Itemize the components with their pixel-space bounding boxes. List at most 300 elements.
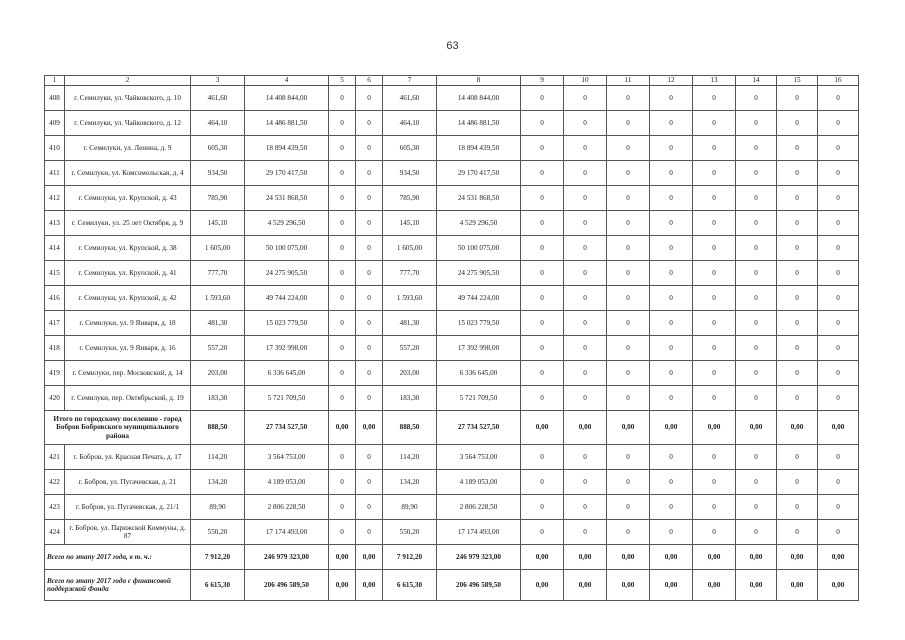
table-cell: 4 529 296,50 — [437, 211, 521, 236]
table-cell: 0 — [650, 186, 693, 211]
address-cell: г. Семилуки, ул. Комсомольская, д. 4 — [65, 161, 191, 186]
table-cell: 203,00 — [383, 361, 437, 386]
total-cell: 0,00 — [693, 570, 736, 601]
table-cell: 0 — [736, 361, 777, 386]
table-cell: 0 — [607, 161, 650, 186]
table-row — [45, 111, 859, 136]
table-cell: 145,10 — [191, 211, 245, 236]
table-cell: 0 — [818, 136, 859, 161]
table-cell: 0 — [736, 161, 777, 186]
table-cell: 0 — [329, 186, 356, 211]
total-cell: 0,00 — [818, 570, 859, 601]
table-row — [45, 445, 859, 470]
address-cell: г. Семилуки, ул. Крупской, д. 38 — [65, 236, 191, 261]
table-cell: 0 — [329, 211, 356, 236]
table-cell: 417 — [45, 311, 65, 336]
table-row — [45, 211, 859, 236]
table-cell: 0 — [356, 386, 383, 411]
table-cell: 481,30 — [383, 311, 437, 336]
table-cell: 0 — [736, 470, 777, 495]
table-cell: 0 — [650, 361, 693, 386]
table-cell: 5 721 709,50 — [245, 386, 329, 411]
table-cell: 0 — [818, 336, 859, 361]
address-cell: г. Семилуки, пер. Московский, д. 14 — [65, 361, 191, 386]
table-cell: 0 — [607, 236, 650, 261]
table-cell: 0 — [607, 495, 650, 520]
table-cell: 0 — [521, 470, 564, 495]
column-number: 6 — [356, 76, 383, 86]
table-cell: 18 894 439,50 — [437, 136, 521, 161]
table-cell: 14 408 844,00 — [245, 86, 329, 111]
table-cell: 0 — [777, 445, 818, 470]
address-cell: г. Семилуки, пер. Октябрьский, д. 19 — [65, 386, 191, 411]
table-cell: 0 — [650, 336, 693, 361]
table-cell: 0 — [329, 495, 356, 520]
table-cell: 0 — [650, 520, 693, 545]
table-cell: 0 — [777, 111, 818, 136]
table-row — [45, 495, 859, 520]
table-cell: 0 — [650, 261, 693, 286]
table-cell: 1 593,60 — [191, 286, 245, 311]
table-cell: 134,20 — [191, 470, 245, 495]
table-cell: 464,10 — [383, 111, 437, 136]
table-cell: 17 392 998,00 — [437, 336, 521, 361]
total-cell: 206 496 589,50 — [437, 570, 521, 601]
table-row — [45, 261, 859, 286]
table-cell: 0 — [564, 161, 607, 186]
table-cell: 0 — [818, 495, 859, 520]
table-cell: 0 — [736, 111, 777, 136]
total-cell: 206 496 589,50 — [245, 570, 329, 601]
total-cell: 0,00 — [650, 570, 693, 601]
total-cell: 0,00 — [693, 411, 736, 445]
address-cell: г. Семилуки, ул. Крупской, д. 43 — [65, 186, 191, 211]
table-cell: 49 744 224,00 — [245, 286, 329, 311]
table-cell: 0 — [356, 236, 383, 261]
table-cell: 0 — [818, 86, 859, 111]
table-cell: 557,20 — [383, 336, 437, 361]
total-cell: 27 734 527,50 — [437, 411, 521, 445]
table-cell: 1 593,60 — [383, 286, 437, 311]
table-cell: 0 — [693, 161, 736, 186]
table-cell: 89,90 — [191, 495, 245, 520]
table-cell: 0 — [564, 361, 607, 386]
total-cell: 888,50 — [191, 411, 245, 445]
table-cell: 0 — [521, 286, 564, 311]
table-cell: 0 — [356, 261, 383, 286]
table-cell: 0 — [736, 311, 777, 336]
column-number: 5 — [329, 76, 356, 86]
table-cell: 0 — [607, 470, 650, 495]
address-cell: г. Семилуки, ул. Крупской, д. 42 — [65, 286, 191, 311]
table-cell: 0 — [564, 211, 607, 236]
total-cell: 0,00 — [777, 411, 818, 445]
table-cell: 0 — [777, 520, 818, 545]
table-cell: 0 — [650, 211, 693, 236]
table-cell: 0 — [329, 236, 356, 261]
table-cell: 0 — [650, 311, 693, 336]
table-cell: 0 — [521, 311, 564, 336]
table-cell: 0 — [356, 470, 383, 495]
table-cell: 89,90 — [383, 495, 437, 520]
table-cell: 15 023 779,50 — [437, 311, 521, 336]
table-cell: 0 — [607, 520, 650, 545]
table-row — [45, 336, 859, 361]
table-cell: 4 529 296,50 — [245, 211, 329, 236]
total2-row — [45, 570, 859, 601]
table-cell: 0 — [564, 470, 607, 495]
table-cell: 0 — [521, 161, 564, 186]
total-cell: 0,00 — [521, 545, 564, 570]
column-number: 9 — [521, 76, 564, 86]
table-header-row — [45, 76, 859, 86]
table-cell: 0 — [564, 236, 607, 261]
table-cell: 0 — [356, 111, 383, 136]
table-cell: 0 — [521, 495, 564, 520]
table-cell: 0 — [607, 86, 650, 111]
subtotal-row — [45, 411, 859, 445]
table-cell: 0 — [736, 86, 777, 111]
table-row — [45, 136, 859, 161]
table-cell: 0 — [329, 386, 356, 411]
table-cell: 461,60 — [383, 86, 437, 111]
total2-label: Всего по этапу 2017 года с финансовой поддержкой Фонда — [45, 570, 191, 601]
table-cell: 777,70 — [383, 261, 437, 286]
total-cell: 0,00 — [564, 570, 607, 601]
table-cell: 0 — [777, 386, 818, 411]
table-cell: 2 806 228,50 — [245, 495, 329, 520]
address-cell: г. Семилуки, ул. 9 Января, д. 16 — [65, 336, 191, 361]
table-cell: 0 — [777, 236, 818, 261]
table-cell: 415 — [45, 261, 65, 286]
table-cell: 416 — [45, 286, 65, 311]
table-cell: 0 — [650, 386, 693, 411]
table-cell: 14 486 881,50 — [437, 111, 521, 136]
table-cell: 0 — [650, 495, 693, 520]
column-number: 3 — [191, 76, 245, 86]
table-cell: 0 — [736, 445, 777, 470]
table-cell: 0 — [329, 336, 356, 361]
data-table — [44, 75, 859, 601]
table-cell: 777,70 — [191, 261, 245, 286]
column-number: 15 — [777, 76, 818, 86]
total-cell: 0,00 — [564, 545, 607, 570]
table-cell: 0 — [650, 445, 693, 470]
table-cell: 0 — [736, 211, 777, 236]
table-cell: 0 — [521, 136, 564, 161]
total-cell: 0,00 — [607, 545, 650, 570]
table-cell: 0 — [356, 336, 383, 361]
column-number: 4 — [245, 76, 329, 86]
table-cell: 0 — [329, 161, 356, 186]
table-cell: 0 — [329, 286, 356, 311]
table-cell: 0 — [521, 236, 564, 261]
table-cell: 419 — [45, 361, 65, 386]
total-cell: 0,00 — [736, 545, 777, 570]
column-number: 12 — [650, 76, 693, 86]
table-cell: 0 — [356, 495, 383, 520]
total-cell: 7 912,20 — [383, 545, 437, 570]
table-cell: 0 — [329, 520, 356, 545]
table-cell: 18 894 439,50 — [245, 136, 329, 161]
table-row — [45, 236, 859, 261]
table-cell: 17 174 493,00 — [245, 520, 329, 545]
table-cell: 0 — [356, 520, 383, 545]
table-cell: 0 — [736, 495, 777, 520]
table-cell: 0 — [607, 361, 650, 386]
table-cell: 0 — [607, 445, 650, 470]
table-cell: 0 — [564, 336, 607, 361]
table-cell: 0 — [693, 336, 736, 361]
table-cell: 409 — [45, 111, 65, 136]
table-cell: 0 — [356, 445, 383, 470]
table-cell: 29 170 417,50 — [245, 161, 329, 186]
table-cell: 0 — [818, 286, 859, 311]
table-cell: 0 — [521, 336, 564, 361]
table-cell: 0 — [693, 111, 736, 136]
total-cell: 0,00 — [607, 411, 650, 445]
table-cell: 0 — [521, 520, 564, 545]
table-cell: 0 — [818, 236, 859, 261]
table-cell: 934,50 — [191, 161, 245, 186]
table-cell: 0 — [607, 286, 650, 311]
table-cell: 0 — [521, 386, 564, 411]
table-cell: 0 — [818, 470, 859, 495]
table-cell: 0 — [693, 311, 736, 336]
table-cell: 412 — [45, 186, 65, 211]
table-cell: 0 — [329, 311, 356, 336]
table-cell: 3 564 753,00 — [437, 445, 521, 470]
address-cell: г. Семилуки, ул. 9 Января, д. 18 — [65, 311, 191, 336]
table-cell: 0 — [777, 470, 818, 495]
table-cell: 0 — [521, 445, 564, 470]
column-number: 7 — [383, 76, 437, 86]
total-cell: 0,00 — [650, 411, 693, 445]
table-cell: 0 — [650, 470, 693, 495]
table-cell: 0 — [693, 186, 736, 211]
table-cell: 0 — [736, 386, 777, 411]
address-cell: г. Бобров, ул. Пугачевская, д. 21/1 — [65, 495, 191, 520]
table-row — [45, 86, 859, 111]
total-cell: 0,00 — [607, 570, 650, 601]
table-cell: 0 — [777, 161, 818, 186]
table-cell: 0 — [693, 520, 736, 545]
table-cell: 0 — [650, 286, 693, 311]
table-cell: 4 189 053,00 — [437, 470, 521, 495]
table-row — [45, 386, 859, 411]
table-cell: 0 — [564, 261, 607, 286]
table-cell: 0 — [693, 286, 736, 311]
total-cell: 0,00 — [329, 545, 356, 570]
table-cell: 4 189 053,00 — [245, 470, 329, 495]
table-cell: 29 170 417,50 — [437, 161, 521, 186]
table-cell: 0 — [818, 111, 859, 136]
table-cell: 15 023 779,50 — [245, 311, 329, 336]
total-cell: 0,00 — [521, 570, 564, 601]
table-cell: 605,30 — [191, 136, 245, 161]
table-cell: 134,20 — [383, 470, 437, 495]
table-cell: 0 — [329, 111, 356, 136]
table-cell: 0 — [521, 111, 564, 136]
table-cell: 183,30 — [383, 386, 437, 411]
table-cell: 0 — [777, 286, 818, 311]
table-cell: 6 336 645,00 — [437, 361, 521, 386]
table-cell: 203,00 — [191, 361, 245, 386]
table-cell: 0 — [818, 261, 859, 286]
column-number: 14 — [736, 76, 777, 86]
table-cell: 3 564 753,00 — [245, 445, 329, 470]
table-cell: 0 — [356, 136, 383, 161]
table-cell: 0 — [777, 86, 818, 111]
table-cell: 0 — [521, 211, 564, 236]
column-number: 1 — [45, 76, 65, 86]
table-cell: 481,30 — [191, 311, 245, 336]
table-cell: 0 — [564, 111, 607, 136]
column-number: 13 — [693, 76, 736, 86]
table-cell: 145,10 — [383, 211, 437, 236]
total1-row — [45, 545, 859, 570]
address-cell: г. Бобров, ул. Красная Печать, д. 17 — [65, 445, 191, 470]
table-cell: 0 — [564, 386, 607, 411]
table-cell: 0 — [564, 186, 607, 211]
table-cell: 0 — [564, 86, 607, 111]
table-cell: 0 — [329, 86, 356, 111]
table-cell: 114,20 — [383, 445, 437, 470]
total-cell: 0,00 — [777, 570, 818, 601]
address-cell: г. Семилуки, ул. Чайковского, д. 12 — [65, 111, 191, 136]
table-cell: 423 — [45, 495, 65, 520]
table-cell: 1 605,00 — [191, 236, 245, 261]
table-cell: 0 — [777, 361, 818, 386]
table-cell: 605,30 — [383, 136, 437, 161]
table-cell: 0 — [736, 186, 777, 211]
table-cell: 50 100 075,00 — [245, 236, 329, 261]
table-cell: 50 100 075,00 — [437, 236, 521, 261]
table-cell: 0 — [777, 495, 818, 520]
table-cell: 0 — [564, 311, 607, 336]
table-cell: 421 — [45, 445, 65, 470]
total-cell: 6 615,30 — [191, 570, 245, 601]
total-cell: 0,00 — [521, 411, 564, 445]
column-number: 10 — [564, 76, 607, 86]
table-cell: 0 — [329, 445, 356, 470]
subtotal-label: Итого по городскому поселению - город Бобров Бобровского муниципального района — [45, 411, 191, 445]
table-cell: 0 — [607, 336, 650, 361]
table-cell: 0 — [607, 261, 650, 286]
table-row — [45, 361, 859, 386]
total-cell: 0,00 — [356, 411, 383, 445]
total1-label: Всего по этапу 2017 года, в т. ч.: — [45, 545, 191, 570]
address-cell: г. Семилуки, ул. Ленина, д. 9 — [65, 136, 191, 161]
table-cell: 0 — [777, 186, 818, 211]
total-cell: 0,00 — [818, 545, 859, 570]
table-row — [45, 186, 859, 211]
table-cell: 0 — [736, 236, 777, 261]
total-cell: 7 912,20 — [191, 545, 245, 570]
table-cell: 0 — [818, 161, 859, 186]
total-cell: 0,00 — [356, 570, 383, 601]
table-cell: 0 — [818, 311, 859, 336]
table-cell: 0 — [650, 136, 693, 161]
table-cell: 0 — [650, 86, 693, 111]
table-cell: 0 — [564, 445, 607, 470]
total-cell: 888,50 — [383, 411, 437, 445]
total-cell: 0,00 — [736, 570, 777, 601]
table-cell: 0 — [693, 495, 736, 520]
total-cell: 6 615,30 — [383, 570, 437, 601]
table-row — [45, 311, 859, 336]
table-cell: 0 — [693, 261, 736, 286]
address-cell: г. Семилуки, ул. Чайковского, д. 10 — [65, 86, 191, 111]
table-cell: 183,30 — [191, 386, 245, 411]
total-cell: 0,00 — [564, 411, 607, 445]
table-cell: 0 — [818, 186, 859, 211]
table-cell: 0 — [736, 136, 777, 161]
table-cell: 410 — [45, 136, 65, 161]
table-cell: 0 — [777, 211, 818, 236]
table-cell: 1 605,00 — [383, 236, 437, 261]
table-cell: 0 — [607, 386, 650, 411]
table-cell: 24 531 868,50 — [245, 186, 329, 211]
table-cell: 422 — [45, 470, 65, 495]
table-cell: 464,10 — [191, 111, 245, 136]
table-cell: 0 — [736, 336, 777, 361]
table-row — [45, 470, 859, 495]
total-cell: 0,00 — [777, 545, 818, 570]
table-cell: 0 — [777, 261, 818, 286]
table-cell: 0 — [356, 311, 383, 336]
address-cell: г. Семилуки, ул. 25 лет Октября, д. 9 — [65, 211, 191, 236]
total-cell: 0,00 — [329, 570, 356, 601]
table-cell: 0 — [356, 161, 383, 186]
table-cell: 550,20 — [383, 520, 437, 545]
table-row — [45, 520, 859, 545]
table-cell: 114,20 — [191, 445, 245, 470]
table-cell: 0 — [564, 286, 607, 311]
table-cell: 49 744 224,00 — [437, 286, 521, 311]
table-cell: 0 — [564, 136, 607, 161]
table-cell: 0 — [564, 520, 607, 545]
table-cell: 0 — [818, 386, 859, 411]
table-cell: 24 275 905,50 — [437, 261, 521, 286]
table-cell: 0 — [329, 470, 356, 495]
table-cell: 785,90 — [191, 186, 245, 211]
table-cell: 418 — [45, 336, 65, 361]
table-cell: 461,60 — [191, 86, 245, 111]
total-cell: 27 734 527,50 — [245, 411, 329, 445]
table-cell: 414 — [45, 236, 65, 261]
table-cell: 413 — [45, 211, 65, 236]
table-cell: 24 531 868,50 — [437, 186, 521, 211]
table-cell: 0 — [693, 136, 736, 161]
table-cell: 24 275 905,50 — [245, 261, 329, 286]
table-cell: 0 — [607, 186, 650, 211]
table-cell: 0 — [607, 211, 650, 236]
table-cell: 0 — [693, 86, 736, 111]
table-cell: 14 486 881,50 — [245, 111, 329, 136]
total-cell: 0,00 — [650, 545, 693, 570]
table-cell: 0 — [777, 311, 818, 336]
table-cell: 408 — [45, 86, 65, 111]
table-cell: 0 — [356, 361, 383, 386]
total-cell: 0,00 — [818, 411, 859, 445]
table-cell: 17 174 493,00 — [437, 520, 521, 545]
column-number: 2 — [65, 76, 191, 86]
table-cell: 0 — [693, 211, 736, 236]
table-cell: 0 — [650, 161, 693, 186]
table-cell: 0 — [521, 186, 564, 211]
table-cell: 934,50 — [383, 161, 437, 186]
